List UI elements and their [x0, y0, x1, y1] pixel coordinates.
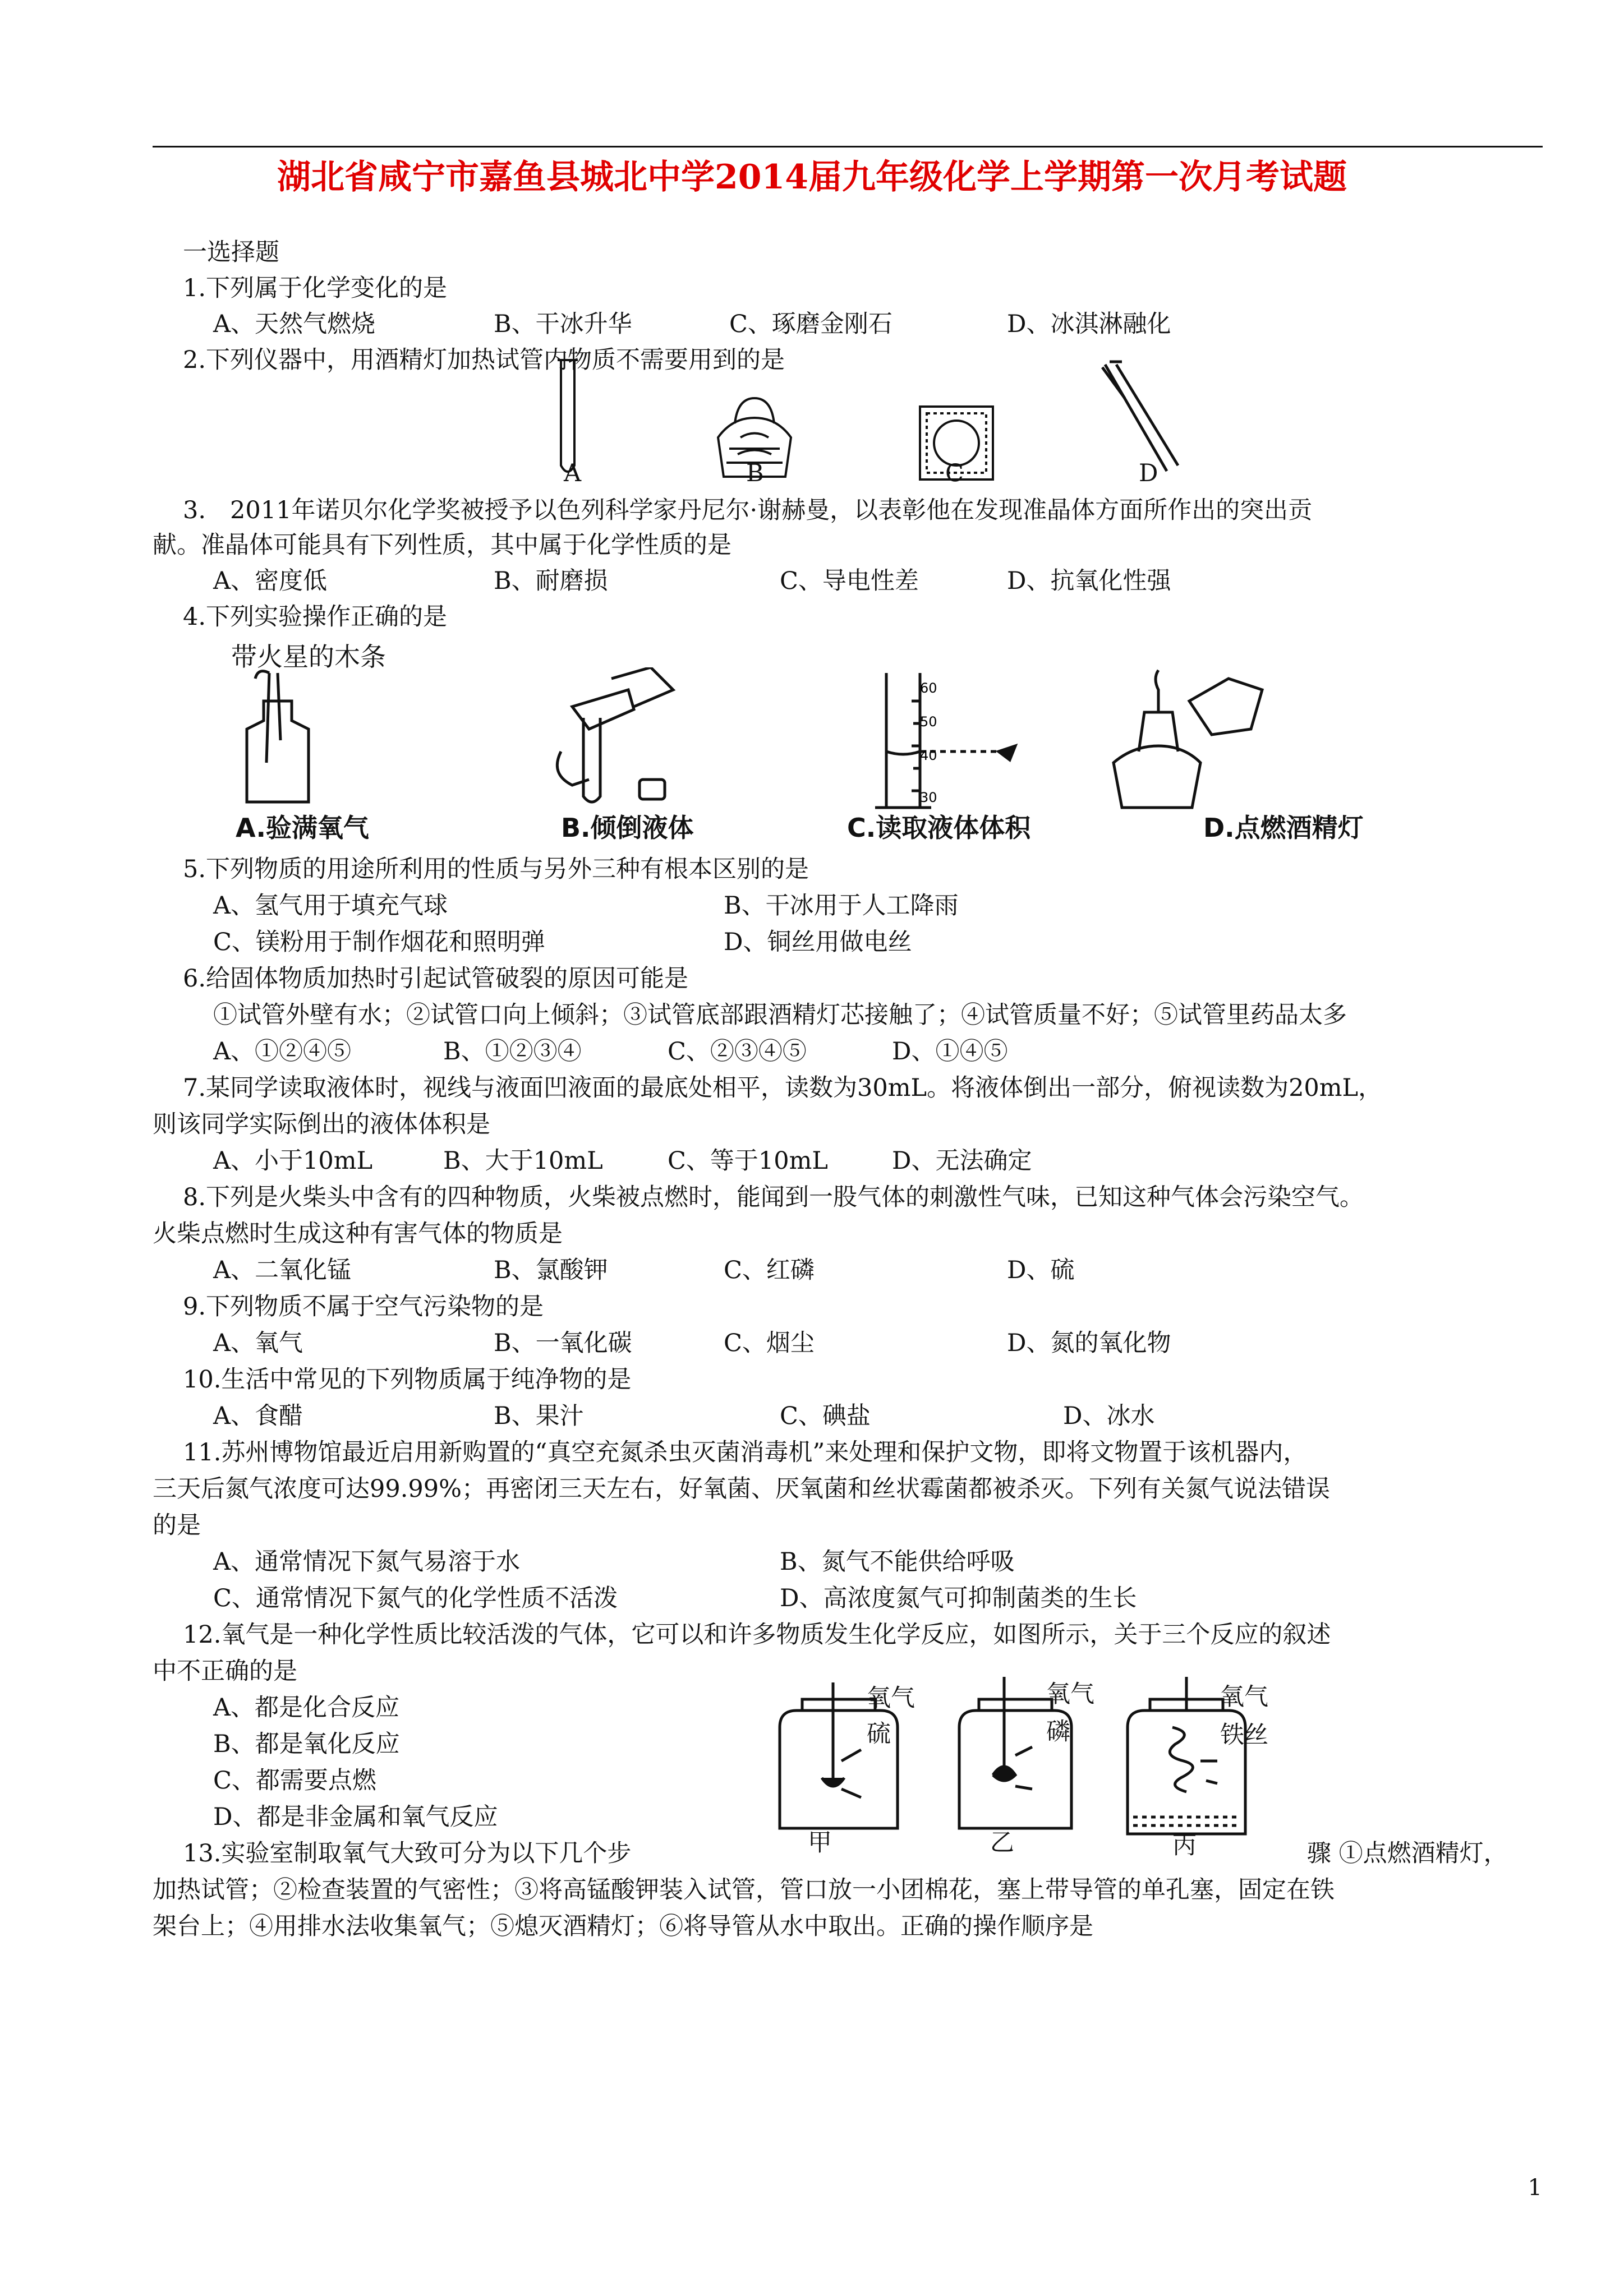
q8-option-c: C、红磷 — [724, 1256, 815, 1284]
jar1-substance-label: 硫 — [867, 1720, 891, 1748]
jar2-name: 乙 — [990, 1829, 1014, 1857]
test-tube-holder-icon — [1102, 362, 1178, 471]
q2-apparatus-figure — [539, 353, 1212, 499]
q4-stem: 4.下列实验操作正确的是 — [183, 603, 448, 631]
q12-option-b: B、都是氧化反应 — [213, 1730, 400, 1758]
exam-title: 湖北省咸宁市嘉鱼县城北中学2014届九年级化学上学期第一次月考试题 — [277, 158, 1347, 197]
q1-option-a: A、天然气燃烧 — [213, 310, 376, 338]
q7-stem-line1: 7.某同学读取液体时，视线与液面凹液面的最底处相平，读数为30mL。将液体倒出一部分，俯视读数为20mL， — [183, 1074, 1383, 1102]
q4-caption-a: A.验满氧气 — [236, 813, 369, 843]
q4-caption-b: B.倾倒液体 — [561, 813, 694, 843]
q12-stem-line2: 中不正确的是 — [153, 1657, 297, 1685]
q8-option-a: A、二氧化锰 — [213, 1256, 352, 1284]
test-tube-icon — [558, 360, 578, 472]
q6-option-d: D、①④⑤ — [892, 1038, 1008, 1066]
jar2-gas-label: 氧气 — [1046, 1680, 1094, 1708]
q10-option-a: A、食醋 — [213, 1402, 303, 1430]
q5-stem: 5.下列物质的用途所利用的性质与另外三种有根本区别的是 — [183, 855, 809, 883]
q3-stem-line2: 献。准晶体可能具有下列性质，其中属于化学性质的是 — [153, 531, 732, 559]
q2-label-c: C — [945, 459, 964, 487]
q8-option-b: B、氯酸钾 — [494, 1256, 608, 1284]
q11-option-c: C、通常情况下氮气的化学性质不活泼 — [213, 1584, 618, 1612]
jar3-name: 丙 — [1172, 1832, 1197, 1860]
q13-stem-line2: 加热试管；②检查装置的气密性；③将高锰酸钾装入试管，管口放一小团棉花，塞上带导管的单孔塞，固定在铁 — [153, 1876, 1335, 1904]
q4-figure-title: 带火星的木条 — [231, 642, 386, 672]
q1-stem: 1.下列属于化学变化的是 — [183, 274, 448, 302]
q2-label-a: A — [564, 459, 582, 487]
q10-option-d: D、冰水 — [1063, 1402, 1155, 1430]
q3-option-d: D、抗氧化性强 — [1007, 567, 1171, 595]
q10-option-b: B、果汁 — [494, 1402, 584, 1430]
q9-option-a: A、氧气 — [213, 1329, 303, 1357]
q6-option-a: A、①②④⑤ — [213, 1038, 352, 1066]
q13-stem-line3: 架台上；④用排水法收集氧气；⑤熄灭酒精灯；⑥将导管从水中取出。正确的操作顺序是 — [153, 1912, 1093, 1940]
q5-option-c: C、镁粉用于制作烟花和照明弹 — [213, 928, 545, 956]
q13-stem-line1a: 13.实验室制取氧气大致可分为以下几个步 — [183, 1839, 632, 1868]
q11-stem-line1: 11.苏州博物馆最近启用新购置的“真空充氮杀虫灭菌消毒机”来处理和保护文物，即将文物置于该机器内， — [183, 1439, 1308, 1467]
q7-option-c: C、等于10mL — [668, 1147, 828, 1175]
tick-40: 40 — [920, 748, 937, 763]
q2-label-b: B — [746, 459, 764, 487]
q7-option-b: B、大于10mL — [443, 1147, 603, 1175]
q3-option-b: B、耐磨损 — [494, 567, 608, 595]
q7-option-d: D、无法确定 — [892, 1147, 1032, 1175]
q1-option-d: D、冰淇淋融化 — [1007, 310, 1171, 338]
q9-option-c: C、烟尘 — [724, 1329, 815, 1357]
q6-stem: 6.给固体物质加热时引起试管破裂的原因可能是 — [183, 965, 689, 993]
q1-option-b: B、干冰升华 — [494, 310, 632, 338]
q5-option-a: A、氢气用于填充气球 — [213, 892, 448, 920]
q7-option-a: A、小于10mL — [213, 1147, 373, 1175]
q11-option-d: D、高浓度氮气可抑制菌类的生长 — [780, 1584, 1137, 1612]
q7-stem-line2: 则该同学实际倒出的液体体积是 — [153, 1110, 490, 1138]
q2-stem: 2.下列仪器中，用酒精灯加热试管内物质不需要用到的是 — [183, 346, 785, 374]
tick-60: 60 — [920, 680, 937, 696]
q4-operations-figure — [224, 667, 1402, 819]
q9-option-b: B、一氧化碳 — [494, 1329, 632, 1357]
q3-option-c: C、导电性差 — [780, 567, 919, 595]
tick-50: 50 — [920, 714, 937, 730]
jar3-gas-label: 氧气 — [1220, 1683, 1268, 1711]
q6-detail: ①试管外壁有水；②试管口向上倾斜；③试管底部跟酒精灯芯接触了；④试管质量不好；⑤试管里药品太多 — [213, 1001, 1347, 1029]
gas-bottle-splint-icon — [247, 671, 309, 802]
q10-stem: 10.生活中常见的下列物质属于纯净物的是 — [183, 1366, 632, 1394]
q12-option-c: C、都需要点燃 — [213, 1767, 376, 1795]
section-heading: 一选择题 — [183, 238, 279, 266]
lighting-alcohol-lamp-icon — [1114, 670, 1262, 808]
q3-option-a: A、密度低 — [213, 567, 328, 595]
q6-option-c: C、②③④⑤ — [668, 1038, 807, 1066]
q11-option-a: A、通常情况下氮气易溶于水 — [213, 1548, 521, 1576]
q5-option-b: B、干冰用于人工降雨 — [724, 892, 959, 920]
q12-option-d: D、都是非金属和氧气反应 — [213, 1803, 498, 1831]
q1-option-c: C、琢磨金刚石 — [729, 310, 892, 338]
q8-stem-line1: 8.下列是火柴头中含有的四种物质，火柴被点燃时，能闻到一股气体的刺激性气味，已知这种气体会污染空气。 — [183, 1183, 1364, 1211]
page-number: 1 — [1528, 2175, 1542, 2201]
q11-stem-line2: 三天后氮气浓度可达99.99%；再密闭三天左右，好氧菌、厌氧菌和丝状霉菌都被杀灭。下列有关氮气说法错误 — [153, 1475, 1330, 1503]
q2-label-d: D — [1139, 459, 1158, 487]
q11-stem-line3: 的是 — [153, 1511, 201, 1539]
q8-stem-line2: 火柴点燃时生成这种有害气体的物质是 — [153, 1220, 563, 1248]
q8-option-d: D、硫 — [1007, 1256, 1075, 1284]
q10-option-c: C、碘盐 — [780, 1402, 871, 1430]
jar2-substance-label: 磷 — [1046, 1718, 1070, 1746]
q12-combustion-jars-figure — [769, 1677, 1290, 1856]
q4-caption-c: C.读取液体体积 — [847, 813, 1031, 843]
q9-stem: 9.下列物质不属于空气污染物的是 — [183, 1293, 544, 1321]
q11-option-b: B、氮气不能供给呼吸 — [780, 1548, 1015, 1576]
jar1-name: 甲 — [808, 1829, 832, 1857]
pouring-liquid-icon — [557, 667, 673, 802]
tick-30: 30 — [920, 790, 937, 805]
cylinder-tick-labels — [920, 670, 970, 810]
header-rule — [153, 146, 1543, 147]
q12-option-a: A、都是化合反应 — [213, 1694, 400, 1722]
q6-option-b: B、①②③④ — [443, 1038, 582, 1066]
q9-option-d: D、氮的氧化物 — [1007, 1329, 1171, 1357]
q3-stem-line1: 3. 2011年诺贝尔化学奖被授予以色列科学家丹尼尔·谢赫曼，以表彰他在发现准晶体方面所作出的突出贡 — [183, 496, 1313, 524]
q13-stem-line1b: 骤 ①点燃酒精灯， — [1307, 1839, 1508, 1868]
jar1-gas-label: 氧气 — [867, 1684, 915, 1712]
q5-option-d: D、铜丝用做电丝 — [724, 928, 912, 956]
q12-stem-line1: 12.氧气是一种化学性质比较活泼的气体，它可以和许多物质发生化学反应，如图所示，关于三个反应的叙述 — [183, 1621, 1331, 1649]
q4-caption-d: D.点燃酒精灯 — [1203, 813, 1364, 843]
jar3-substance-label: 铁丝 — [1220, 1721, 1268, 1749]
